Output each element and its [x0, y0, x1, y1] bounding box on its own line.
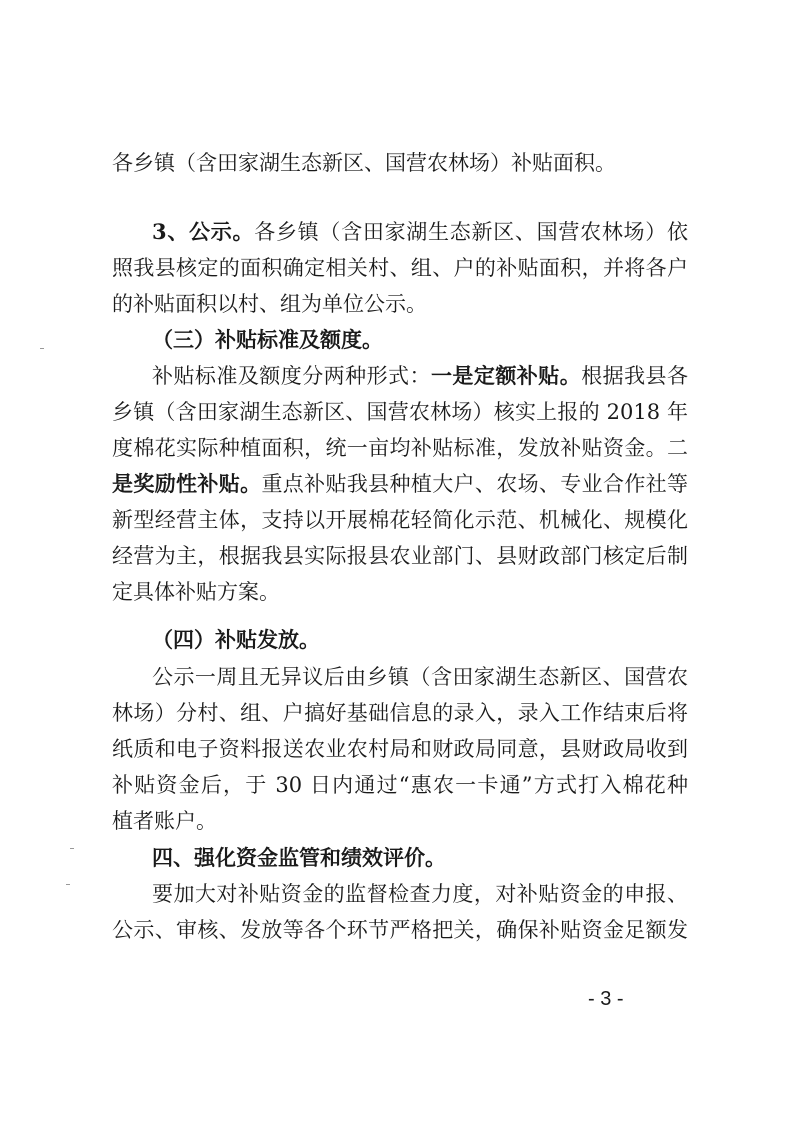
- scan-speck: [66, 884, 70, 885]
- bold-text: （三）补贴标准及额度。: [152, 327, 383, 352]
- bold-text: 四、强化资金监管和绩效评价。: [152, 845, 446, 870]
- bold-text: （四）补贴发放。: [152, 627, 320, 652]
- text-line: [152, 881, 688, 907]
- text-line: [112, 435, 688, 461]
- text-line: [112, 291, 688, 317]
- text-segment: 的补贴面积以村、组为单位公示。: [112, 292, 427, 316]
- text-line: [112, 700, 688, 726]
- bold-text: 是奖励性补贴。: [112, 471, 262, 496]
- bold-text: 3、公示。: [152, 219, 255, 244]
- text-segment: 经营为主，根据我县实际报县农业部门、县财政部门核定后制: [112, 544, 688, 568]
- text-segment: 林场）分村、组、户搞好基础信息的录入，录入工作结束后将: [112, 701, 688, 725]
- text-line: [112, 543, 688, 569]
- text-line: [112, 255, 688, 281]
- text-segment: 植者账户。: [112, 809, 217, 833]
- text-line: [112, 772, 688, 798]
- text-line: [112, 471, 688, 497]
- section-heading: [152, 627, 688, 653]
- text-line: [112, 917, 688, 943]
- text-segment: 公示、审核、发放等各个环节严格把关，确保补贴资金足额发: [112, 918, 688, 942]
- text-line: [152, 219, 688, 245]
- page-number: - 3 -: [588, 988, 624, 1010]
- text-line: [152, 363, 688, 389]
- text-segment: 公示一周且无异议后由乡镇（含田家湖生态新区、国营农: [152, 665, 688, 689]
- text-segment: 补贴资金后，于 30 日内通过“惠农一卡通”方式打入棉花种: [112, 773, 688, 797]
- text-segment: 补贴标准及额度分两种形式：: [152, 364, 431, 388]
- text-line: [112, 736, 688, 762]
- text-segment: 要加大对补贴资金的监督检查力度，对补贴资金的申报、: [152, 882, 688, 906]
- text-segment: 乡镇（含田家湖生态新区、国营农林场）核实上报的 2018 年: [112, 400, 688, 424]
- text-segment: 重点补贴我县种植大户、农场、专业合作社等: [261, 472, 689, 496]
- text-segment: 各乡镇（含田家湖生态新区、国营农林场）补贴面积。: [112, 151, 616, 175]
- text-segment: 各乡镇（含田家湖生态新区、国营农林场）依: [254, 220, 688, 244]
- scan-speck: [70, 848, 74, 849]
- section-heading: [152, 327, 688, 353]
- scan-speck: [40, 348, 44, 349]
- text-segment: 度棉花实际种植面积，统一亩均补贴标准，发放补贴资金。二: [112, 436, 688, 460]
- text-segment: 定具体补贴方案。: [112, 580, 280, 604]
- text-line: [112, 579, 688, 605]
- text-segment: 照我县核定的面积确定相关村、组、户的补贴面积，并将各户: [112, 256, 688, 280]
- text-segment: 新型经营主体，支持以开展棉花轻简化示范、机械化、规模化: [112, 508, 688, 532]
- text-line: [112, 507, 688, 533]
- text-line: [112, 150, 688, 176]
- bold-text: 一是定额补贴。: [430, 363, 582, 388]
- section-heading: [152, 845, 688, 871]
- text-segment: 纸质和电子资料报送农业农村局和财政局同意，县财政局收到: [112, 737, 688, 761]
- text-line: [152, 664, 688, 690]
- text-line: [112, 399, 688, 425]
- text-segment: 根据我县各: [581, 364, 689, 388]
- text-line: [112, 808, 688, 834]
